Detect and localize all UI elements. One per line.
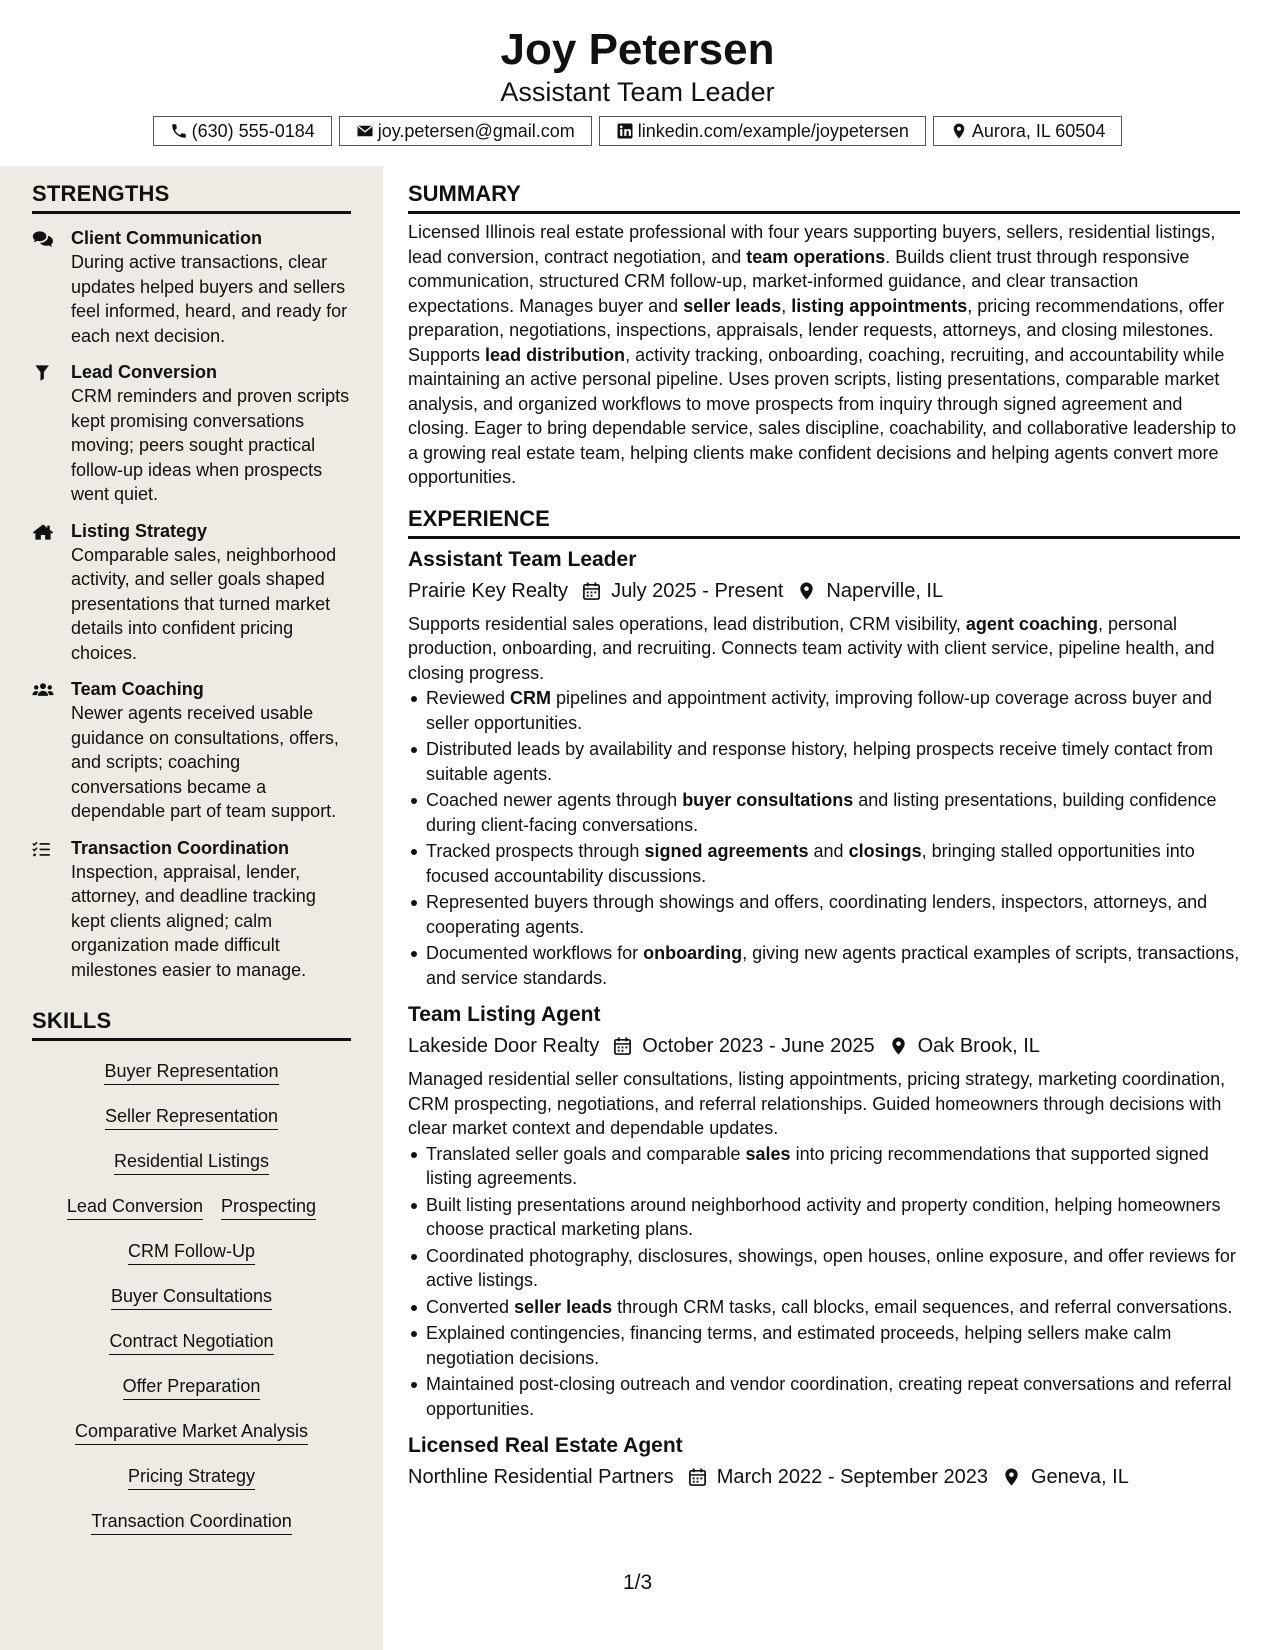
summary-text: Licensed Illinois real estate professional with four years supporting buyers, sellers, residential listings, lead conversion, contract negotiation, and team operations. Builds client trust through responsive communication, structured CRM follow-up, market-informed guidance, and clear transaction expectations. Manages buyer and seller leads, listing appointments, pricing recommendations, offer preparation, negotiations, inspections, appraisals, lender requests, attorneys, and closing milestones. Supports lead distribution, activity tracking, onboarding, coaching, recruiting, and accountability while maintaining an active personal pipeline. Uses proven scripts, listing presentations, comparable market analysis, and organized workflows to move prospects from inquiry through signed agreement and closing. Eager to bring dependable service, sales discipline, coachability, and collaborative leadership to a growing real estate team, helping clients make confident decisions and helping agents convert more opportunities. bbox=[408, 222, 1237, 487]
strength-title: Listing Strategy bbox=[71, 520, 208, 541]
job-meta bbox=[408, 576, 1240, 606]
job-entry bbox=[408, 545, 1240, 991]
calendar-icon bbox=[582, 581, 601, 601]
job-location: Geneva, IL bbox=[1030, 1466, 1129, 1488]
main-content bbox=[408, 181, 1240, 1492]
candidate-name: Joy Petersen bbox=[500, 25, 775, 74]
skill-tag: Seller Representation bbox=[105, 1104, 278, 1130]
job-bullet: Explained contingencies, financing terms, and estimated proceeds, helping sellers make calm negotiation decisions. bbox=[408, 1321, 1240, 1370]
house-icon bbox=[32, 523, 54, 541]
resume-header bbox=[0, 0, 1275, 146]
strength-description: Comparable sales, neighborhood activity, and seller goals shaped presentations that turned market details into confident pricing choices. bbox=[71, 544, 337, 663]
contact-text: joy.petersen@gmail.com bbox=[377, 120, 575, 141]
map-pin-icon bbox=[950, 122, 968, 140]
job-company: Prairie Key Realty bbox=[408, 579, 569, 602]
strength-item bbox=[32, 226, 351, 348]
skill-tag: Lead Conversion bbox=[67, 1194, 203, 1220]
job-company: Northline Residential Partners bbox=[408, 1466, 674, 1488]
strength-description: CRM reminders and proven scripts kept promising conversations moving; peers sought practical follow-up ideas when prospects went quiet. bbox=[71, 386, 350, 504]
filter-icon bbox=[32, 364, 54, 382]
contact-phone[interactable] bbox=[153, 116, 332, 146]
phone-icon bbox=[170, 122, 188, 140]
map-pin-icon bbox=[797, 581, 816, 601]
strength-title: Lead Conversion bbox=[71, 362, 218, 382]
linkedin-icon bbox=[616, 122, 634, 140]
job-bullet: Coordinated photography, disclosures, showings, open houses, online exposure, and offer reviews for active listings. bbox=[408, 1244, 1240, 1293]
strength-description: During active transactions, clear updates helped buyers and sellers feel informed, heard, and ready for each next decision. bbox=[71, 252, 348, 346]
job-dates: March 2022 - September 2023 bbox=[716, 1466, 988, 1488]
calendar-icon bbox=[688, 1467, 707, 1487]
strength-title: Transaction Coordination bbox=[71, 837, 290, 858]
job-bullet: Built listing presentations around neighborhood activity and property condition, helping homeowners choose practical marketing plans. bbox=[408, 1193, 1240, 1242]
job-dates: October 2023 - June 2025 bbox=[642, 1035, 875, 1057]
sidebar bbox=[32, 181, 351, 1544]
job-description: Managed residential seller consultations, listing appointments, pricing strategy, marketing coordination, CRM prospecting, negotiations, and referral relationships. Guided homeowners through decisions with clear market context and dependable updates. bbox=[408, 1069, 1226, 1138]
strength-description: Inspection, appraisal, lender, attorney, and deadline tracking kept clients aligned; calm organization made difficult milestones easier to manage. bbox=[71, 861, 316, 980]
skill-tag: Buyer Consultations bbox=[111, 1284, 272, 1310]
job-location: Naperville, IL bbox=[826, 579, 944, 602]
contact-text: Aurora, IL 60504 bbox=[971, 120, 1106, 141]
contact-linkedin[interactable] bbox=[599, 116, 926, 146]
list-check-icon bbox=[32, 840, 54, 858]
strength-item bbox=[32, 677, 351, 824]
contact-text: (630) 555-0184 bbox=[191, 120, 315, 141]
summary-heading: SUMMARY bbox=[408, 181, 1240, 214]
job-bullet: Coached newer agents through buyer consultations and listing presentations, building confidence during client-facing conversations. bbox=[408, 788, 1240, 837]
job-bullet: Distributed leads by availability and response history, helping prospects receive timely contact from suitable agents. bbox=[408, 737, 1240, 786]
comments-icon bbox=[32, 230, 54, 248]
contact-bar bbox=[0, 116, 1275, 146]
job-meta bbox=[408, 1462, 1240, 1492]
strength-title: Client Communication bbox=[71, 228, 263, 248]
skill-tag: Comparative Market Analysis bbox=[75, 1419, 308, 1445]
job-bullet: Converted seller leads through CRM tasks, call blocks, email sequences, and referral conversations. bbox=[408, 1295, 1240, 1320]
users-icon bbox=[32, 681, 54, 699]
skill-tag: CRM Follow-Up bbox=[128, 1239, 255, 1265]
strength-title: Team Coaching bbox=[71, 679, 204, 699]
job-bullets bbox=[408, 686, 1240, 990]
strength-item bbox=[32, 836, 351, 983]
strength-item bbox=[32, 519, 351, 666]
job-title: Licensed Real Estate Agent bbox=[408, 1434, 683, 1457]
envelope-icon bbox=[356, 122, 374, 140]
skill-tag: Residential Listings bbox=[114, 1149, 269, 1175]
skill-tag: Pricing Strategy bbox=[128, 1464, 255, 1490]
job-title: Assistant Team Leader bbox=[408, 547, 637, 571]
skill-tag: Contract Negotiation bbox=[109, 1329, 273, 1355]
job-dates: July 2025 - Present bbox=[611, 579, 784, 602]
skill-tag: Offer Preparation bbox=[123, 1374, 261, 1400]
job-entry bbox=[408, 1000, 1240, 1421]
job-bullet: Represented buyers through showings and offers, coordinating lenders, inspectors, attorneys, and cooperating agents. bbox=[408, 890, 1240, 939]
job-bullet: Maintained post-closing outreach and vendor coordination, creating repeat conversations and referral opportunities. bbox=[408, 1372, 1240, 1421]
calendar-icon bbox=[613, 1036, 632, 1056]
map-pin-icon bbox=[889, 1036, 908, 1056]
job-meta bbox=[408, 1031, 1240, 1061]
skills-heading: SKILLS bbox=[32, 1008, 351, 1041]
candidate-role: Assistant Team Leader bbox=[500, 77, 775, 107]
job-entry bbox=[408, 1431, 1240, 1492]
job-bullet: Tracked prospects through signed agreements and closings, bringing stalled opportunities into focused accountability discussions. bbox=[408, 839, 1240, 888]
skill-tag: Transaction Coordination bbox=[91, 1509, 291, 1535]
page-number: 1/3 bbox=[623, 1571, 653, 1594]
skills-list bbox=[32, 1049, 351, 1544]
contact-location[interactable] bbox=[933, 116, 1122, 146]
job-bullet: Reviewed CRM pipelines and appointment activity, improving follow-up coverage across buyer and seller opportunities. bbox=[408, 686, 1240, 735]
experience-heading: EXPERIENCE bbox=[408, 506, 1240, 539]
contact-text: linkedin.com/example/joypetersen bbox=[637, 120, 909, 141]
job-description: Supports residential sales operations, lead distribution, CRM visibility, agent coaching, personal production, onboarding, and recruiting. Connects team activity with client service, pipeline health, and closing progress. bbox=[408, 613, 1215, 683]
job-bullet: Documented workflows for onboarding, giving new agents practical examples of scripts, transactions, and service standards. bbox=[408, 941, 1240, 990]
job-bullets bbox=[408, 1142, 1240, 1422]
job-location: Oak Brook, IL bbox=[917, 1035, 1040, 1057]
contact-email[interactable] bbox=[339, 116, 592, 146]
map-pin-icon bbox=[1002, 1467, 1021, 1487]
strengths-heading: STRENGTHS bbox=[32, 181, 351, 214]
job-title: Team Listing Agent bbox=[408, 1003, 601, 1026]
strength-description: Newer agents received usable guidance on consultations, offers, and scripts; coaching conversations became a dependable part of team support. bbox=[71, 703, 339, 821]
strength-item bbox=[32, 360, 351, 507]
skill-tag: Buyer Representation bbox=[104, 1059, 278, 1085]
job-bullet: Translated seller goals and comparable sales into pricing recommendations that supported signed listing agreements. bbox=[408, 1142, 1240, 1191]
skill-tag: Prospecting bbox=[221, 1194, 316, 1220]
job-company: Lakeside Door Realty bbox=[408, 1035, 600, 1057]
